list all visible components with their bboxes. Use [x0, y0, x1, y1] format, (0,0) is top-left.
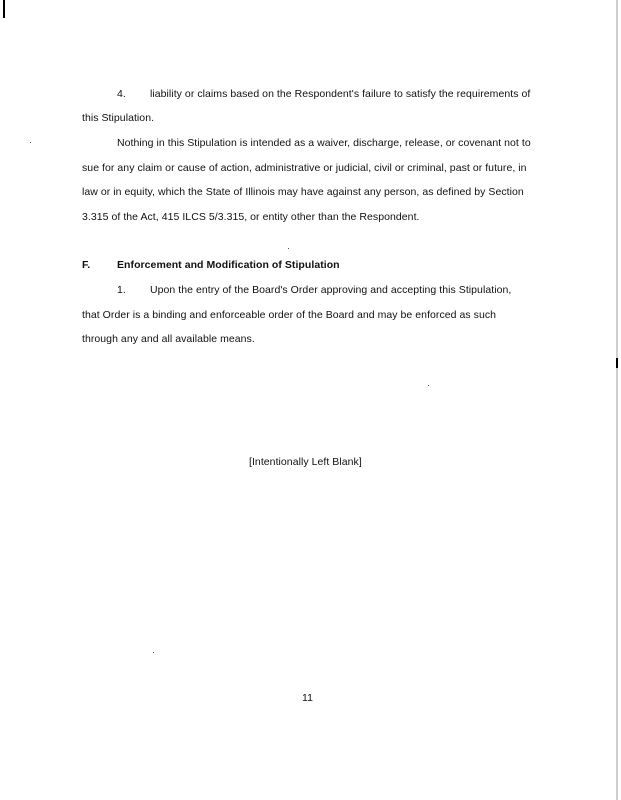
nothing-paragraph-line-4: 3.315 of the Act, 415 ILCS 5/3.315, or entity other than the Respondent. — [82, 211, 420, 223]
paragraph-1-line-3: through any and all available means. — [82, 333, 255, 345]
nothing-paragraph-line-2: sue for any claim or cause of action, administrative or judicial, civil or criminal, past or future, in — [82, 162, 527, 174]
paragraph-4-line-2: this Stipulation. — [82, 112, 155, 124]
nothing-paragraph-line-1: Nothing in this Stipulation is intended as a waiver, discharge, release, or covenant not to — [117, 137, 531, 149]
section-f-heading: Enforcement and Modification of Stipulation — [117, 259, 340, 271]
intentionally-left-blank-notice: [Intentionally Left Blank] — [249, 456, 362, 468]
paragraph-1-line-1: Upon the entry of the Board's Order approving and accepting this Stipulation, — [150, 284, 512, 296]
paragraph-1-line-2: that Order is a binding and enforceable order of the Board and may be enforced as such — [82, 309, 497, 321]
nothing-paragraph-line-3: law or in equity, which the State of Illinois may have against any person, as defined by Section — [82, 186, 524, 198]
paragraph-4-line-1: liability or claims based on the Respondent's failure to satisfy the requirements of — [150, 88, 531, 100]
scan-speck — [153, 652, 154, 653]
paragraph-1-number: 1. — [117, 284, 126, 296]
scan-edge-mark-right-dark — [616, 358, 618, 368]
paragraph-4-number: 4. — [117, 88, 126, 100]
section-f-letter: F. — [82, 259, 91, 271]
scan-edge-mark-right — [616, 0, 618, 800]
scan-edge-mark-left — [3, 0, 5, 18]
scan-speck — [30, 142, 31, 143]
scan-speck — [288, 248, 289, 249]
page-number: 11 — [302, 692, 313, 704]
scan-speck — [428, 385, 429, 386]
